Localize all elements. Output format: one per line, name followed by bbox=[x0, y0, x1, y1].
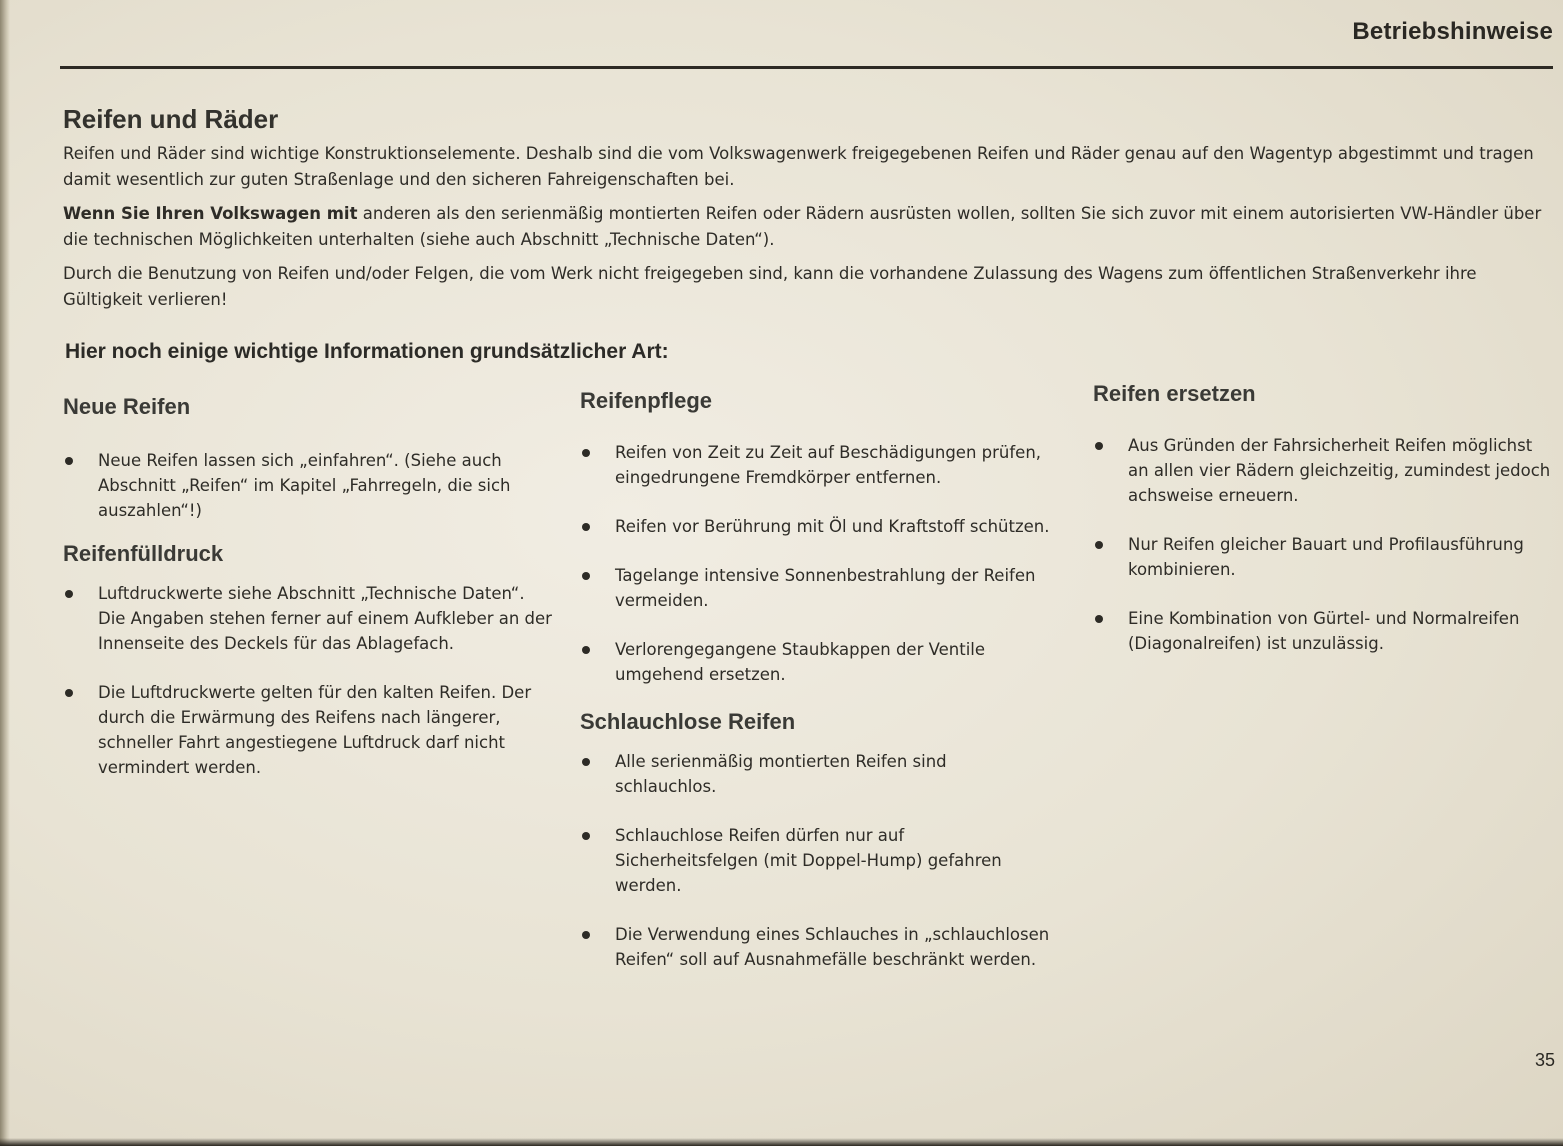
bullet-icon bbox=[582, 572, 590, 580]
column-right bbox=[1093, 381, 1553, 656]
info-subtitle: Hier noch einige wichtige Informationen grundsätzlicher Art: bbox=[65, 340, 669, 363]
list-schlauchlose-reifen bbox=[580, 749, 1050, 972]
section-title-reifenpflege: Reifenpflege bbox=[580, 388, 713, 413]
list-item: Schlauchlose Reifen dürfen nur auf Sicherheitsfelgen (mit Doppel-Hump) gefahren werden. bbox=[580, 823, 1050, 898]
bullet-icon bbox=[1095, 541, 1103, 549]
section-title-reifenfuelldruck: Reifenfülldruck bbox=[63, 541, 224, 566]
intro-text bbox=[63, 141, 1553, 321]
bullet-icon bbox=[582, 646, 590, 654]
list-reifenfuelldruck bbox=[63, 581, 553, 780]
bullet-icon bbox=[582, 931, 590, 939]
page-title: Reifen und Räder bbox=[63, 104, 279, 134]
section-title-reifen-ersetzen: Reifen ersetzen bbox=[1093, 381, 1256, 406]
bullet-icon bbox=[1095, 442, 1103, 450]
list-item: Reifen vor Berührung mit Öl und Kraftstoff schützen. bbox=[580, 514, 1050, 539]
list-item: Nur Reifen gleicher Bauart und Profilausführung kombinieren. bbox=[1093, 532, 1553, 582]
bullet-icon bbox=[582, 449, 590, 457]
bullet-icon bbox=[65, 590, 73, 598]
book-spine-shadow bbox=[0, 0, 10, 1146]
bullet-icon bbox=[582, 523, 590, 531]
bullet-icon bbox=[582, 832, 590, 840]
list-item: Neue Reifen lassen sich „einfahren“. (Siehe auch Abschnitt „Reifen“ im Kapitel „Fahrregeln, die sich auszahlen“!) bbox=[63, 448, 553, 523]
bullet-icon bbox=[65, 457, 73, 465]
list-item: Aus Gründen der Fahrsicherheit Reifen möglichst an allen vier Rädern gleichzeitig, zumindest jedoch achsweise erneuern. bbox=[1093, 433, 1553, 508]
list-neue-reifen bbox=[63, 448, 553, 523]
intro-paragraph-2-lead: Wenn Sie Ihren Volkswagen mit bbox=[63, 204, 358, 223]
bullet-icon bbox=[65, 689, 73, 697]
list-reifen-ersetzen bbox=[1093, 433, 1553, 656]
list-item: Die Verwendung eines Schlauches in „schlauchlosen Reifen“ soll auf Ausnahmefälle beschränkt werden. bbox=[580, 922, 1050, 972]
header-rule bbox=[60, 66, 1553, 69]
list-item: Die Luftdruckwerte gelten für den kalten Reifen. Der durch die Erwärmung des Reifens nach längerer, schneller Fahrt angestiegene Luftdruck darf nicht vermindert werden. bbox=[63, 680, 553, 780]
intro-paragraph-1: Reifen und Räder sind wichtige Konstruktionselemente. Deshalb sind die vom Volkswagenwerk freigegebenen Reifen und Räder genau auf den Wagentyp abgestimmt und tragen damit wesentlich zur guten Straßenlage und den sicheren Fahreigenschaften bei. bbox=[63, 144, 1534, 189]
list-item: Reifen von Zeit zu Zeit auf Beschädigungen prüfen, eingedrungene Fremdkörper entfernen. bbox=[580, 440, 1050, 490]
running-header: Betriebshinweise bbox=[1352, 18, 1553, 45]
section-title-neue-reifen: Neue Reifen bbox=[63, 394, 191, 419]
list-item: Eine Kombination von Gürtel- und Normalreifen (Diagonalreifen) ist unzulässig. bbox=[1093, 606, 1553, 656]
list-reifenpflege bbox=[580, 440, 1050, 687]
intro-paragraph-2-rest: anderen als den serienmäßig montierten Reifen oder Rädern ausrüsten wollen, sollten Sie sich zuvor mit einem autorisierten VW-Händler über die technischen Möglichkeiten unterhalten (siehe auch Abschnitt „Technische Daten“). bbox=[63, 204, 1542, 249]
page-bottom-edge bbox=[0, 1138, 1563, 1146]
section-title-schlauchlose-reifen: Schlauchlose Reifen bbox=[580, 709, 796, 734]
list-item: Tagelange intensive Sonnenbestrahlung der Reifen vermeiden. bbox=[580, 563, 1050, 613]
bullet-icon bbox=[1095, 615, 1103, 623]
page-number: 35 bbox=[1534, 1050, 1555, 1070]
list-item: Alle serienmäßig montierten Reifen sind schlauchlos. bbox=[580, 749, 1050, 799]
intro-paragraph-2 bbox=[63, 201, 1553, 253]
intro-paragraph-3: Durch die Benutzung von Reifen und/oder Felgen, die vom Werk nicht freigegeben sind, kann die vorhandene Zulassung des Wagens zum öffentlichen Straßenverkehr ihre Gültigkeit verlieren! bbox=[63, 264, 1477, 309]
column-left bbox=[63, 394, 553, 780]
bullet-icon bbox=[582, 758, 590, 766]
column-middle bbox=[580, 388, 1050, 972]
list-item: Verlorengegangene Staubkappen der Ventile umgehend ersetzen. bbox=[580, 637, 1050, 687]
list-item: Luftdruckwerte siehe Abschnitt „Technische Daten“. Die Angaben stehen ferner auf einem Aufkleber an der Innenseite des Deckels für das Ablagefach. bbox=[63, 581, 553, 656]
